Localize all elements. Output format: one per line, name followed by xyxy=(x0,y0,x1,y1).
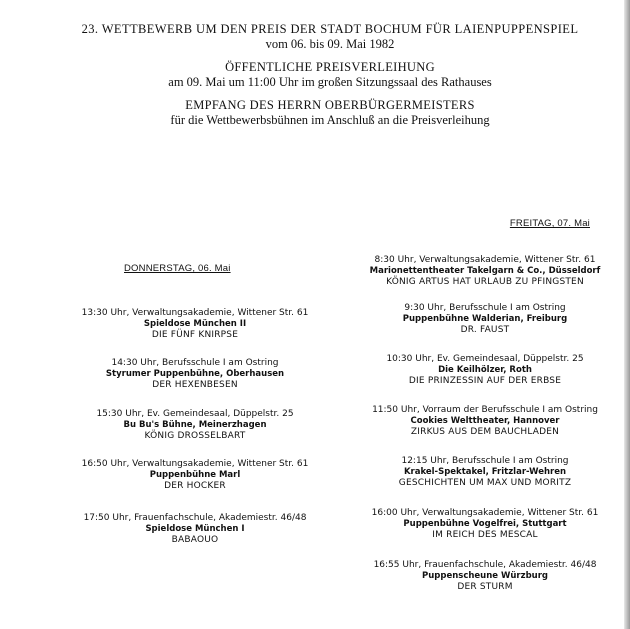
event-item xyxy=(360,508,610,541)
thursday-heading: DONNERSTAG, 06. Mai xyxy=(124,263,231,274)
event-group: Cookies Welttheater, Hannover xyxy=(410,416,560,426)
event-time-venue: 16:50 Uhr, Verwaltungsakademie, Wittener Str. 61 xyxy=(81,459,309,469)
event-group: Puppenbühne Vogelfrei, Stuttgart xyxy=(403,519,567,529)
page-edge-shadow xyxy=(624,0,630,629)
competition-dates: vom 06. bis 09. Mai 1982 xyxy=(265,37,395,51)
friday-heading: FREITAG, 07. Mai xyxy=(509,218,590,229)
event-item xyxy=(360,456,610,489)
event-time-venue: 12:15 Uhr, Berufsschule I am Ostring xyxy=(401,456,569,466)
event-play: DR. FAUST xyxy=(460,325,510,335)
event-play: DIE PRINZESSIN AUF DER ERBSE xyxy=(408,376,562,386)
event-item xyxy=(70,308,320,341)
event-item xyxy=(360,303,610,336)
event-group: Bu Bu's Bühne, Meinerzhagen xyxy=(123,420,267,430)
event-play: DER HOCKER xyxy=(164,481,226,491)
event-time-venue: 15:30 Uhr, Ev. Gemeindesaal, Düppelstr. 25 xyxy=(96,409,294,419)
event-time-venue: 13:30 Uhr, Verwaltungsakademie, Wittener Str. 61 xyxy=(81,308,309,318)
event-time-venue: 17:50 Uhr, Frauenfachschule, Akademiestr. 46/48 xyxy=(83,513,307,523)
event-play: IM REICH DES MESCAL xyxy=(432,530,538,540)
event-item xyxy=(360,560,610,593)
event-time-venue: 16:00 Uhr, Verwaltungsakademie, Wittener Str. 61 xyxy=(371,508,599,518)
program-header xyxy=(60,22,600,128)
ceremony-detail: am 09. Mai um 11:00 Uhr im großen Sitzungssaal des Rathauses xyxy=(168,75,492,89)
event-time-venue: 9:30 Uhr, Berufsschule I am Ostring xyxy=(404,303,566,313)
reception-detail: für die Wettbewerbsbühnen im Anschluß an die Preisverleihung xyxy=(170,113,490,127)
reception-title: EMPFANG DES HERRN OBERBÜRGERMEISTERS xyxy=(185,98,475,112)
event-group: Die Keilhölzer, Roth xyxy=(438,365,532,375)
event-play: BABAOUO xyxy=(171,535,219,545)
event-play: DER HEXENBESEN xyxy=(152,380,238,390)
event-item xyxy=(70,459,320,492)
event-group: Styrumer Puppenbühne, Oberhausen xyxy=(105,369,285,379)
event-play: GESCHICHTEN UM MAX UND MORITZ xyxy=(398,478,572,488)
event-item xyxy=(360,405,610,438)
event-group: Spieldose München I xyxy=(145,524,245,534)
event-item xyxy=(70,409,320,442)
event-time-venue: 14:30 Uhr, Berufsschule I am Ostring xyxy=(111,358,279,368)
event-item xyxy=(70,513,320,546)
event-group: Puppenscheune Würzburg xyxy=(422,571,548,581)
friday-column xyxy=(360,218,610,592)
competition-title: 23. WETTBEWERB UM DEN PREIS DER STADT BOCHUM FÜR LAIENPUPPENSPIEL xyxy=(81,22,579,36)
event-play: KÖNIG DROSSELBART xyxy=(144,431,246,441)
event-play: ZIRKUS AUS DEM BAUCHLADEN xyxy=(410,427,560,437)
event-play: DIE FÜNF KNIRPSE xyxy=(151,330,239,340)
event-play: DER STURM xyxy=(457,582,513,592)
event-play: KÖNIG ARTUS HAT URLAUB ZU PFINGSTEN xyxy=(386,277,584,287)
event-group: Krakel-Spektakel, Fritzlar-Wehren xyxy=(403,467,567,477)
ceremony-title: ÖFFENTLICHE PREISVERLEIHUNG xyxy=(225,60,435,74)
event-time-venue: 8:30 Uhr, Verwaltungsakademie, Wittener Str. 61 xyxy=(374,255,596,265)
event-group: Puppenbühne Marl xyxy=(149,470,241,480)
event-group: Puppenbühne Walderian, Freiburg xyxy=(402,314,568,324)
event-time-venue: 11:50 Uhr, Vorraum der Berufsschule I am Ostring xyxy=(372,405,598,415)
event-item xyxy=(70,358,320,391)
thursday-column xyxy=(70,263,320,545)
event-time-venue: 16:55 Uhr, Frauenfachschule, Akademiestr. 46/48 xyxy=(373,560,597,570)
event-time-venue: 10:30 Uhr, Ev. Gemeindesaal, Düppelstr. 25 xyxy=(386,354,584,364)
event-group: Spieldose München II xyxy=(143,319,247,329)
event-item xyxy=(360,354,610,387)
event-item xyxy=(360,255,610,288)
event-group: Marionettentheater Takelgarn & Co., Düsseldorf xyxy=(369,266,601,276)
